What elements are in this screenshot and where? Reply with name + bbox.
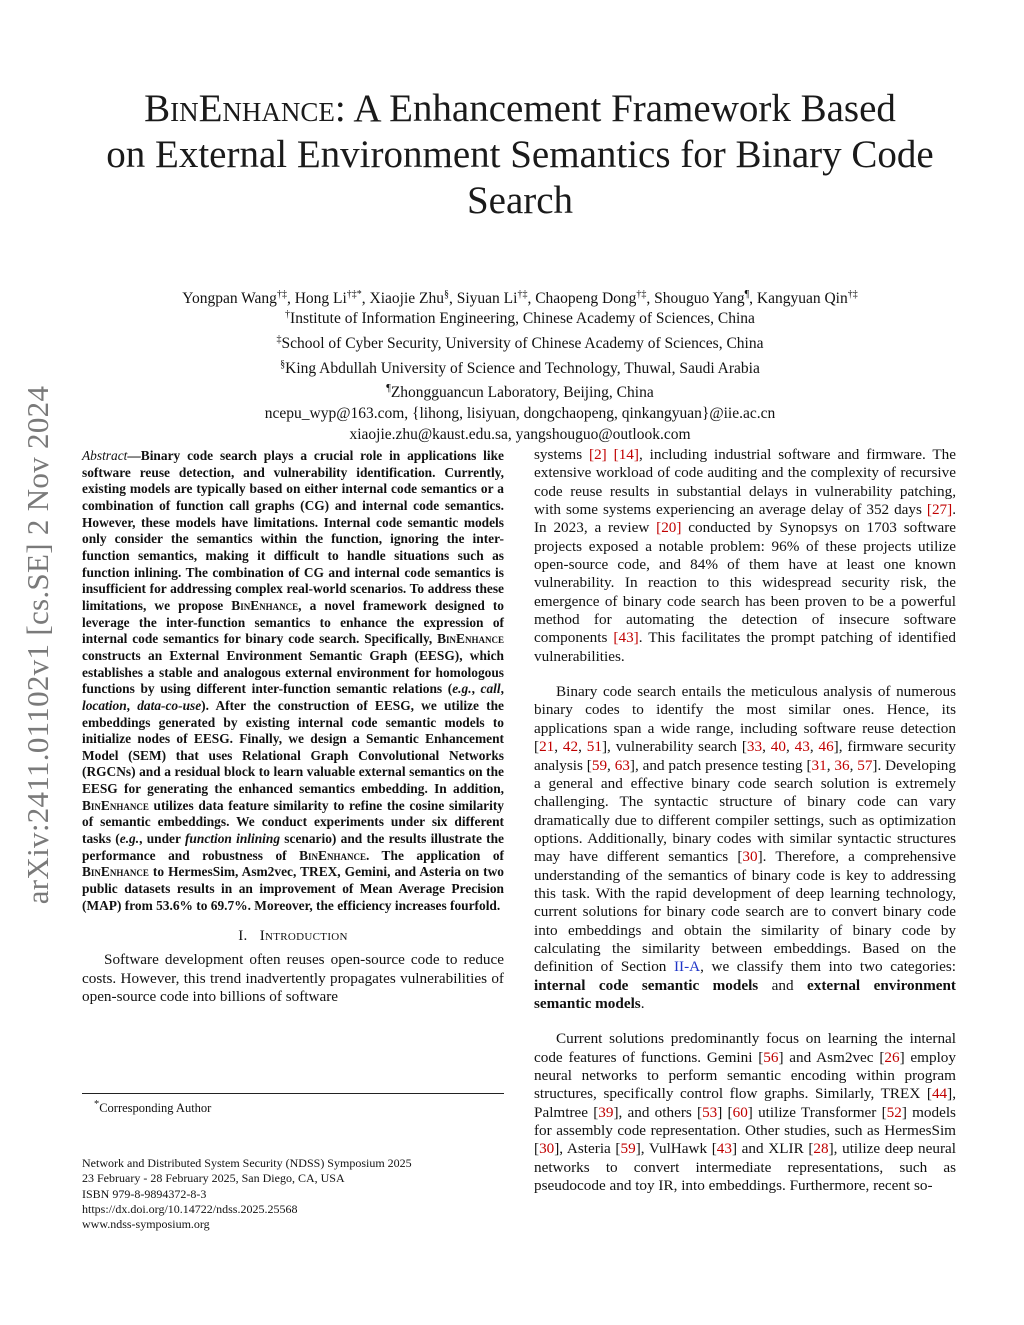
title-line2: on External Environment Semantics for Binary Code	[106, 133, 934, 176]
affiliation: †Institute of Information Engineering, Chinese Academy of Sciences, China	[285, 309, 755, 328]
affiliations	[70, 305, 970, 445]
author: Hong Li†‡*,	[294, 289, 370, 308]
body-paragraph: Current solutions predominantly focus on learning the internal code features of functions. Gemini [56] and Asm2vec [26] employ neural networks to perform semantic encoding within program structures, specifically control flow graphs. Similarly, TREX [44], Palmtree [39], and others [53] [60] utilize Transformer [52] models for assembly code representation. Other studies, such as HermesSim [30], Asteria [59], VulHawk [43] and XLIR [28], utilize deep neural networks to convert intermediate representations, such as pseudocode and toy IR, into embeddings. Furthermore, recent so-	[534, 1030, 956, 1195]
citation-link[interactable]: 42	[562, 738, 579, 756]
body-paragraph: systems [2] [14], including industrial software and firmware. The extensive workload of code auditing and the complexity of recursive code reuse results in substantial delays in vulnerability patching, with some systems experiencing an average delay of 352 days [27]. In 2023, a review [20] conducted by Synopsys on 1703 software projects exposed a notable problem: 96% of these projects utilize open-source code, and 84% of them have at least one known vulnerability. In reaction to this widespread security risk, the emergence of binary code search has been proven to be a powerful method for automating the detection of insecure software components [43]. This facilitates the prompt patching of identified vulnerabilities.	[534, 446, 957, 665]
citation-link[interactable]: 51	[586, 738, 602, 756]
citation-link[interactable]: 26	[884, 1048, 900, 1066]
citation-link[interactable]: 36	[834, 756, 850, 774]
citation-link[interactable]: 56	[763, 1048, 779, 1066]
title-line3: Search	[466, 179, 574, 222]
arxiv-stamp-text: arXiv:2411.01102v1 [cs.SE] 2 Nov 2024	[20, 385, 55, 905]
right-column	[534, 446, 956, 1212]
citation-link[interactable]: 30	[539, 1140, 555, 1158]
email-line: ncepu_wyp@163.com, {lihong, lisiyuan, dongchaopeng, qinkangyuan}@iie.ac.cn	[264, 405, 776, 422]
citation-link[interactable]: 59	[591, 756, 608, 774]
citation-link[interactable]: 33	[746, 738, 763, 756]
citation-link[interactable]: 43	[794, 738, 810, 756]
affiliation: §King Abdullah University of Science and Technology, Thuwal, Saudi Arabia	[280, 358, 760, 377]
arxiv-stamp	[8, 360, 68, 930]
citation-link[interactable]: 57	[857, 756, 873, 774]
citation-link[interactable]: 63	[614, 756, 630, 774]
abstract-label: Abstract	[82, 448, 128, 463]
citation-link[interactable]: 52	[886, 1103, 902, 1121]
venue-info: Network and Distributed System Security (NDSS) Symposium 2025 23 February - 28 February 2025, San Diego, CA, USA ISBN 979-8-9894372-8-3 https://dx.doi.org/10.14722/ndss.2025.25568 www.ndss-symposium.org	[82, 1156, 412, 1232]
citation-link[interactable]: 44	[931, 1085, 948, 1103]
author: Shouguo Yang¶,	[654, 289, 757, 308]
author: Siyuan Li†‡,	[456, 289, 536, 308]
left-column	[82, 448, 504, 1006]
author: Kangyuan Qin†‡	[756, 289, 858, 308]
citation-link[interactable]: 39	[598, 1103, 614, 1121]
intro-paragraph: Software development often reuses open-source code to reduce costs. However, this trend inadvertently propagates vulnerabilities of open-source code into billions of software	[82, 951, 504, 1006]
citation-link[interactable]: 53	[702, 1103, 718, 1121]
citation-link[interactable]: [14]	[613, 446, 639, 463]
citation-link[interactable]: 40	[770, 738, 786, 756]
affiliation: ¶Zhongguancun Laboratory, Beijing, China	[386, 383, 654, 402]
title-line1: : A Enhancement Framework Based	[334, 87, 896, 130]
citation-link[interactable]: 43	[716, 1140, 732, 1158]
section-ref-link[interactable]: II-A	[673, 958, 701, 976]
citation-link[interactable]: 59	[620, 1140, 636, 1158]
citation-link[interactable]: 46	[818, 738, 834, 756]
section-heading-introduction: I. Introduction	[238, 928, 348, 945]
citation-link[interactable]: 31	[811, 756, 827, 774]
citation-link[interactable]: [2]	[589, 446, 607, 463]
email-line: xiaojie.zhu@kaust.edu.sa, yangshouguo@outlook.com	[349, 425, 691, 443]
author: Xiaojie Zhu§,	[369, 289, 457, 308]
paper-title	[70, 86, 970, 224]
footnote-rule	[82, 1093, 504, 1094]
author: Yongpan Wang†‡,	[182, 289, 295, 308]
footnote: *Corresponding Author	[94, 1099, 212, 1116]
citation-link[interactable]: [27]	[926, 501, 953, 519]
author: Chaopeng Dong†‡,	[535, 289, 655, 308]
affiliation: ‡School of Cyber Security, University of Chinese Academy of Sciences, China	[276, 333, 764, 352]
citation-link[interactable]: 60	[732, 1103, 748, 1121]
citation-link[interactable]: 21	[539, 738, 555, 756]
citation-link[interactable]: [43]	[613, 629, 639, 647]
title-system-name: BinEnhance	[144, 87, 335, 130]
citation-link[interactable]: [20]	[656, 519, 682, 537]
body-paragraph: Binary code search entails the meticulous analysis of numerous binary codes to identify the most similar ones. Hence, its applications span a wide range, including software reuse detection [21, 42, 51], vulnerability search [33, 40, 43, 46], firmware security analysis [59, 63], and patch presence testing [31, 36, 57]. Developing a general and effective binary code search solution is extremely challenging. The syntactic structure of binary code can vary dramatically due to different compiler settings, such as optimization options. Additionally, binary codes with similar syntactic structures may have different semantics [30]. Therefore, a comprehensive understanding of the semantics of binary code is key to addressing this task. With the rapid development of deep learning technology, current solutions for binary code search are to convert binary code into embeddings and obtain the similarity of binary code by calculating the similarity between embeddings. Based on the definition of Section II-A, we classify them into two categories: internal code semantic models and external environment semantic models.	[534, 683, 957, 1012]
citation-link[interactable]: 28	[813, 1140, 829, 1158]
citation-link[interactable]: 30	[742, 848, 758, 866]
abstract: Abstract—Binary code search plays a crucial role in applications like software reuse detection, and vulnerability identification. Currently, existing models are typically based on either internal code semantics or a combination of function call graphs (CG) and internal code semantics. However, these models have limitations. Internal code semantic models only consider the semantics within the function, ignoring the inter-function semantics, making it difficult to handle situations such as function inlining. The combination of CG and internal code semantics is insufficient for addressing complex real-world scenarios. To address these limitations, we propose BinEnhance, a novel framework designed to leverage the inter-function semantics to enhance the expression of internal code semantics for binary code search. Specifically, BinEnhance constructs an External Environment Semantic Graph (EESG), which establishes a stable and analogous external environment for homologous functions by using different inter-function semantic relations (e.g., call, location, data-co-use). After the construction of EESG, we utilize the embeddings generated by existing internal code semantic models to initialize nodes of EESG. Finally, we design a Semantic Enhancement Model (SEM) that uses Relational Graph Convolutional Networks (RGCNs) and a residual block to learn valuable external semantics on the EESG for generating the enhanced semantics embedding. In addition, BinEnhance utilizes data feature similarity to refine the cosine similarity of semantic embeddings. We conduct experiments under six different tasks (e.g., under function inlining scenario) and the results illustrate the performance and robustness of BinEnhance. The application of BinEnhance to HermesSim, Asm2vec, TREX, Gemini, and Asteria on two public datasets results in an improvement of Mean Average Precision (MAP) from 53.6% to 69.7%. Moreover, the efficiency increases fourfold.	[82, 448, 505, 913]
